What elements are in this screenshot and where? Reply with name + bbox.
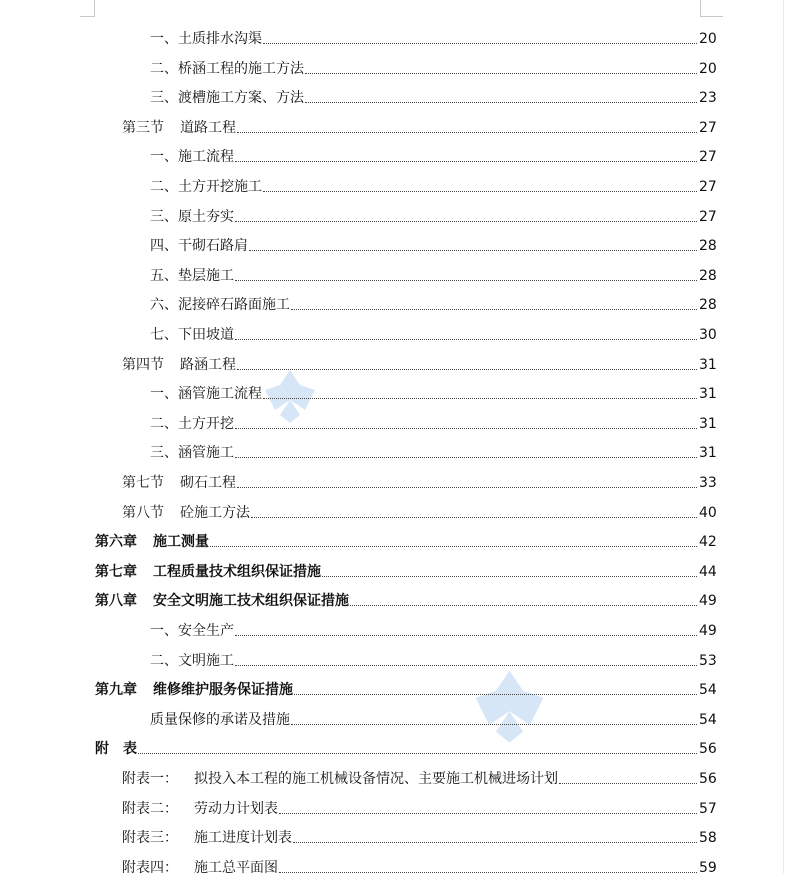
toc-page-number: 28 [699,238,717,255]
toc-entry[interactable] [0,115,795,137]
toc-entry-title [95,563,321,581]
toc-entry[interactable] [0,381,795,403]
toc-page-number: 49 [699,593,717,610]
toc-entry-text: 劳动力计划表 [194,800,278,817]
toc-page-number: 33 [699,475,717,491]
page-corner-mark-right [700,0,723,17]
toc-entry-text: 土质排水沟渠 [178,31,262,47]
toc-entry-title [122,800,278,818]
toc-page-number: 20 [699,31,717,47]
toc-entry[interactable] [0,26,795,48]
toc-page-number: 27 [699,119,717,136]
toc-entry[interactable] [0,796,795,818]
toc-entry[interactable] [0,618,795,640]
toc-entry-title [95,681,293,699]
toc-entry-number: 五、 [150,267,178,284]
toc-entry-number: 二、 [150,179,178,195]
toc-leader-dots [305,72,697,74]
toc-leader-dots [237,368,697,370]
toc-leader-dots [251,516,697,518]
toc-entry-text: 涵管施工 [178,445,234,462]
toc-entry[interactable] [0,707,795,729]
toc-entry-title [122,859,278,877]
toc-entry-text: 土方开挖 [178,415,234,432]
toc-entry-title [95,592,349,610]
toc-entry-title [150,30,262,48]
toc-entry-text: 维修维护服务保证措施 [153,682,293,699]
toc-leader-dots [279,871,697,873]
toc-page-number: 54 [699,711,717,728]
toc-entry[interactable] [0,85,795,107]
toc-entry-text: 下田坡道 [178,327,234,343]
toc-entry-number: 一、 [150,623,178,639]
toc-entry-text: 桥涵工程的施工方法 [178,60,304,77]
toc-entry-title [122,474,236,492]
toc-leader-dots [294,693,697,695]
toc-entry-title [150,385,262,403]
toc-entry-text: 路涵工程 [180,356,236,373]
toc-entry-number: 三、 [150,90,178,107]
toc-entry[interactable] [0,174,795,196]
toc-entry-title [150,178,262,196]
toc-entry-title [150,652,234,670]
toc-entry-title [150,444,234,462]
toc-page-number: 42 [699,534,717,551]
toc-leader-dots [291,723,697,725]
toc-page-number: 31 [699,445,717,462]
toc-leader-dots [237,486,697,488]
toc-page-number: 44 [699,563,717,580]
toc-entry-text: 工程质量技术组织保证措施 [153,563,321,580]
toc-page-number: 27 [699,149,717,166]
toc-entry-number: 附表三： [122,830,178,847]
toc-entry-text: 文明施工 [178,652,234,669]
toc-entry[interactable] [0,411,795,433]
toc-entry[interactable] [0,500,795,522]
toc-entry-number: 三、 [150,208,178,225]
toc-entry-text: 垫层施工 [178,267,234,284]
toc-entry[interactable] [0,648,795,670]
toc-entry-title [150,326,234,344]
toc-leader-dots [350,604,697,606]
toc-entry-title [150,237,248,255]
toc-entry-text: 渡槽施工方案、方法 [178,90,304,107]
toc-leader-dots [263,397,697,399]
toc-entry-title [122,119,236,137]
page-corner-mark-left [80,0,95,17]
toc-leader-dots [322,575,697,577]
toc-entry-number: 四、 [150,238,178,255]
toc-page-number: 31 [699,356,717,373]
toc-entry-number: 第八章 [95,593,137,610]
toc-leader-dots [291,308,697,310]
toc-entry[interactable] [0,440,795,462]
toc-entry-title [122,356,236,374]
toc-entry-text: 泥接碎石路面施工 [178,297,290,314]
toc-entry[interactable] [0,588,795,610]
toc-entry-number: 第三节 [122,119,164,136]
toc-entry-number: 附表一： [122,771,178,787]
toc-entry[interactable] [0,677,795,699]
toc-entry-number: 第四节 [122,356,164,373]
toc-entry[interactable] [0,322,795,344]
toc-entry-number: 六、 [150,297,178,314]
toc-entry[interactable] [0,529,795,551]
toc-page-number: 54 [699,682,717,699]
toc-entry-text: 施工测量 [153,534,209,551]
toc-leader-dots [235,160,697,162]
toc-entry[interactable] [0,470,795,492]
toc-entry-title [150,89,304,107]
toc-entry-text: 施工流程 [178,149,234,166]
toc-page-number: 49 [699,623,717,639]
toc-entry[interactable] [0,263,795,285]
toc-entry-title [122,504,250,522]
toc-leader-dots [210,545,697,547]
toc-entry-number: 第七章 [95,563,137,580]
toc-page-number: 58 [699,830,717,847]
toc-entry-title [150,622,234,640]
toc-entry-text: 原土夯实 [178,208,234,225]
toc-entry-number: 附 [95,741,109,758]
toc-entry-text: 表 [123,741,137,758]
toc-entry-title [122,829,292,847]
toc-page-number: 59 [699,859,717,876]
toc-entry-number: 第八节 [122,504,164,521]
toc-entry-number: 二、 [150,60,178,77]
toc-entry-text: 砼施工方法 [180,504,250,521]
toc-entry-number: 七、 [150,327,178,343]
toc-entry-title [150,711,290,729]
toc-page-number: 56 [699,771,717,787]
toc-entry-title [122,770,558,788]
toc-entry[interactable] [0,825,795,847]
toc-leader-dots [279,812,697,814]
toc-page-number: 23 [699,90,717,107]
toc-entry[interactable] [0,56,795,78]
toc-entry-title [95,740,137,758]
toc-entry-text: 安全生产 [178,623,234,639]
toc-entry-text: 施工进度计划表 [194,830,292,847]
toc-entry-title [150,148,234,166]
toc-entry-number: 附表四： [122,859,178,876]
toc-leader-dots [263,42,697,44]
toc-entry-text: 施工总平面图 [194,859,278,876]
toc-entry-title [150,267,234,285]
watermark-logo-icon-2 [462,662,557,747]
toc-leader-dots [138,752,697,754]
toc-leader-dots [235,664,697,666]
toc-leader-dots [237,131,697,133]
toc-entry-number: 第九章 [95,682,137,699]
toc-page-number: 56 [699,741,717,758]
toc-leader-dots [263,190,697,192]
toc-leader-dots [235,220,697,222]
toc-entry-number: 二、 [150,652,178,669]
toc-page-number: 28 [699,267,717,284]
toc-entry-number: 三、 [150,445,178,462]
toc-page-number: 27 [699,179,717,195]
toc-entry[interactable] [0,766,795,788]
toc-entry-title [150,60,304,78]
toc-page-number: 31 [699,415,717,432]
toc-page-number: 53 [699,652,717,669]
toc-entry[interactable] [0,204,795,226]
toc-page-number: 40 [699,504,717,521]
toc-page-number: 31 [699,386,717,403]
toc-entry[interactable] [0,233,795,255]
toc-leader-dots [235,427,697,429]
toc-entry-number: 二、 [150,415,178,432]
toc-entry[interactable] [0,736,795,758]
toc-entry-title [150,208,234,226]
toc-entry[interactable] [0,352,795,374]
toc-entry[interactable] [0,292,795,314]
toc-leader-dots [235,338,697,340]
toc-leader-dots [249,249,697,251]
toc-entry-text: 涵管施工流程 [178,386,262,403]
toc-entry-title [150,415,234,433]
toc-leader-dots [559,782,697,784]
toc-entry[interactable] [0,559,795,581]
toc-leader-dots [293,841,697,843]
toc-entry-number: 一、 [150,149,178,166]
toc-leader-dots [235,634,697,636]
toc-entry[interactable] [0,144,795,166]
toc-page-number: 30 [699,327,717,343]
toc-entry-number: 一、 [150,31,178,47]
toc-page-number: 57 [699,800,717,817]
toc-entry-title [95,533,209,551]
toc-page-number: 20 [699,60,717,77]
toc-entry-text: 道路工程 [180,119,236,136]
toc-entry[interactable] [0,855,795,877]
toc-entry-text: 拟投入本工程的施工机械设备情况、主要施工机械进场计划 [194,771,558,787]
toc-entry-title [150,296,290,314]
toc-leader-dots [305,101,697,103]
toc-entry-number: 第六章 [95,534,137,551]
toc-entry-text: 质量保修的承诺及措施 [150,711,290,728]
toc-entry-number: 第七节 [122,475,164,491]
toc-entry-number: 一、 [150,386,178,403]
toc-entry-text: 干砌石路肩 [178,238,248,255]
toc-page-number: 28 [699,297,717,314]
toc-entry-text: 砌石工程 [180,475,236,491]
toc-page-number: 27 [699,208,717,225]
toc-entry-text: 土方开挖施工 [178,179,262,195]
toc-leader-dots [235,456,697,458]
toc-entry-text: 安全文明施工技术组织保证措施 [153,593,349,610]
toc-entry-number: 附表二： [122,800,178,817]
toc-leader-dots [235,279,697,281]
